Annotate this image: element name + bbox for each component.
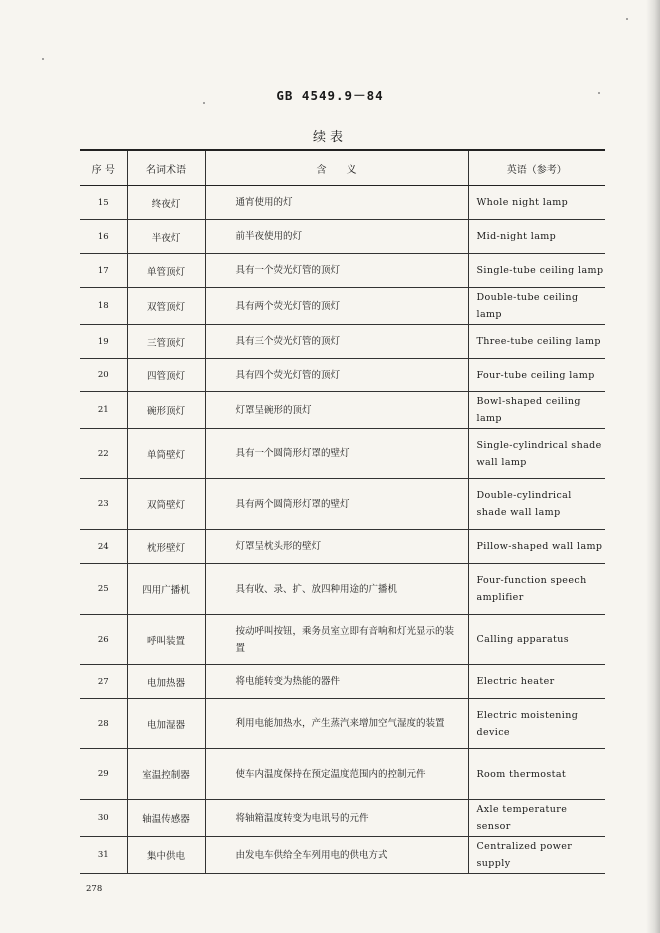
row-definition: 具有三个荧光灯管的顶灯	[205, 325, 468, 359]
table-row	[80, 359, 605, 392]
row-definition: 具有两个圆筒形灯罩的壁灯	[205, 479, 468, 530]
row-term: 集中供电	[127, 837, 205, 874]
row-term: 室温控制器	[127, 749, 205, 800]
row-number: 17	[80, 254, 127, 288]
table-row	[80, 254, 605, 288]
row-english: Axle temperature sensor	[468, 800, 605, 837]
table-row	[80, 530, 605, 564]
row-number: 20	[80, 359, 127, 392]
row-number: 22	[80, 429, 127, 479]
table-row	[80, 837, 605, 874]
row-definition: 前半夜使用的灯	[205, 220, 468, 254]
table-body	[80, 186, 605, 874]
row-term: 轴温传感器	[127, 800, 205, 837]
row-english: Calling apparatus	[468, 615, 605, 665]
table-row	[80, 186, 605, 220]
row-definition: 灯罩呈枕头形的壁灯	[205, 530, 468, 564]
table-caption: 续表	[312, 130, 347, 145]
row-number: 29	[80, 749, 127, 800]
table-row	[80, 392, 605, 429]
row-definition: 利用电能加热水，产生蒸汽来增加空气湿度的装置	[205, 699, 468, 749]
page-number: 278	[86, 884, 103, 894]
row-number: 23	[80, 479, 127, 530]
row-term: 碗形顶灯	[127, 392, 205, 429]
row-term: 电加热器	[127, 665, 205, 699]
row-term: 呼叫装置	[127, 615, 205, 665]
header-definition: 含 义	[205, 150, 468, 186]
table-row	[80, 429, 605, 479]
row-term: 四管顶灯	[127, 359, 205, 392]
row-number: 18	[80, 288, 127, 325]
row-english: Single-tube ceiling lamp	[468, 254, 605, 288]
standard-code-header: GB 4549.9－84	[276, 88, 384, 103]
table-row	[80, 749, 605, 800]
scan-speck	[598, 92, 600, 94]
terms-table	[80, 149, 605, 874]
row-english: Double-cylindrical shade wall lamp	[468, 479, 605, 530]
row-term: 单筒壁灯	[127, 429, 205, 479]
row-english: Pillow-shaped wall lamp	[468, 530, 605, 564]
header-english: 英语（参考）	[468, 150, 605, 186]
table-row	[80, 479, 605, 530]
row-definition: 具有两个荧光灯管的顶灯	[205, 288, 468, 325]
row-number: 15	[80, 186, 127, 220]
row-definition: 使车内温度保持在预定温度范围内的控制元件	[205, 749, 468, 800]
row-number: 24	[80, 530, 127, 564]
row-english: Bowl-shaped ceiling lamp	[468, 392, 605, 429]
row-number: 30	[80, 800, 127, 837]
row-term: 双管顶灯	[127, 288, 205, 325]
row-number: 16	[80, 220, 127, 254]
table-row	[80, 288, 605, 325]
row-english: Single-cylindrical shade wall lamp	[468, 429, 605, 479]
table-row	[80, 699, 605, 749]
row-english: Electric moistening device	[468, 699, 605, 749]
row-definition: 由发电车供给全车列用电的供电方式	[205, 837, 468, 874]
row-definition: 通宵使用的灯	[205, 186, 468, 220]
row-english: Four-function speech amplifier	[468, 564, 605, 615]
row-english: Four-tube ceiling lamp	[468, 359, 605, 392]
row-term: 终夜灯	[127, 186, 205, 220]
row-definition: 将电能转变为热能的器件	[205, 665, 468, 699]
row-english: Centralized power supply	[468, 837, 605, 874]
table-row	[80, 615, 605, 665]
row-definition: 按动呼叫按钮，乘务员室立即有音响和灯光显示的装置	[205, 615, 468, 665]
row-term: 枕形壁灯	[127, 530, 205, 564]
row-number: 19	[80, 325, 127, 359]
table-row	[80, 564, 605, 615]
row-english: Whole night lamp	[468, 186, 605, 220]
row-definition: 将轴箱温度转变为电讯号的元件	[205, 800, 468, 837]
row-number: 31	[80, 837, 127, 874]
row-english: Three-tube ceiling lamp	[468, 325, 605, 359]
row-term: 双筒壁灯	[127, 479, 205, 530]
row-term: 半夜灯	[127, 220, 205, 254]
row-number: 28	[80, 699, 127, 749]
table-row	[80, 220, 605, 254]
row-definition: 具有一个荧光灯管的顶灯	[205, 254, 468, 288]
row-term: 单管顶灯	[127, 254, 205, 288]
table-row	[80, 325, 605, 359]
row-term: 电加湿器	[127, 699, 205, 749]
row-term: 三管顶灯	[127, 325, 205, 359]
scan-speck	[42, 58, 44, 60]
row-number: 26	[80, 615, 127, 665]
row-english: Electric heater	[468, 665, 605, 699]
row-english: Room thermostat	[468, 749, 605, 800]
table-row	[80, 800, 605, 837]
table-header-row	[80, 150, 605, 186]
scan-speck	[626, 18, 628, 20]
table-row	[80, 665, 605, 699]
row-definition: 具有四个荧光灯管的顶灯	[205, 359, 468, 392]
row-term: 四用广播机	[127, 564, 205, 615]
row-definition: 灯罩呈碗形的顶灯	[205, 392, 468, 429]
row-number: 21	[80, 392, 127, 429]
row-english: Double-tube ceiling lamp	[468, 288, 605, 325]
scan-speck	[203, 102, 205, 104]
header-no: 序 号	[80, 150, 127, 186]
row-definition: 具有收、录、扩、放四种用途的广播机	[205, 564, 468, 615]
row-english: Mid-night lamp	[468, 220, 605, 254]
header-term: 名词术语	[127, 150, 205, 186]
row-number: 25	[80, 564, 127, 615]
row-number: 27	[80, 665, 127, 699]
row-definition: 具有一个圆筒形灯罩的壁灯	[205, 429, 468, 479]
